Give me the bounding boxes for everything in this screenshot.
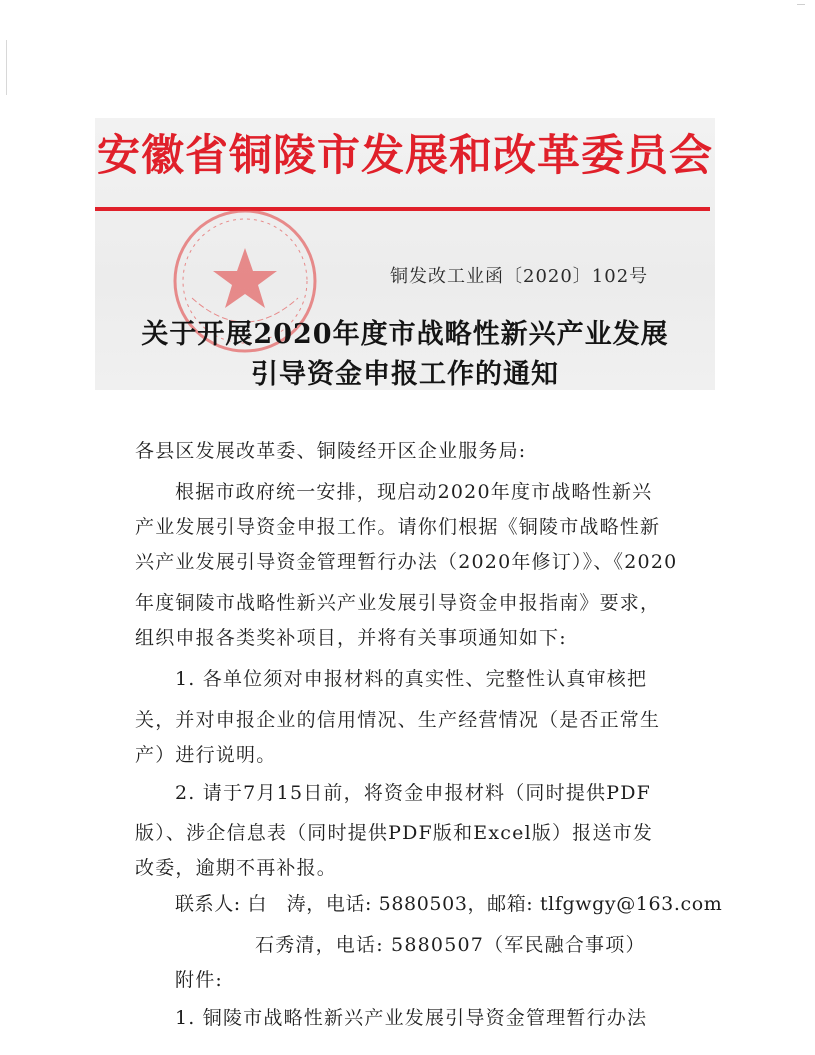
document-number: 铜发改工业函〔2020〕102号 (390, 266, 649, 287)
document-title-line1: 关于开展2020年度市战略性新兴产业发展 (141, 319, 669, 350)
paragraph-line: 组织申报各类奖补项目，并将有关事项通知如下: (135, 627, 567, 649)
attachment-item: 1. 铜陵市战略性新兴产业发展引导资金管理暂行办法 (175, 1007, 648, 1029)
paragraph-line: 年度铜陵市战略性新兴产业发展引导资金申报指南》要求， (135, 592, 661, 614)
paragraph-line: 产业发展引导资金申报工作。请你们根据《铜陵市战略性新 (135, 516, 661, 538)
list-item-line: 改委，逾期不再补报。 (135, 857, 338, 879)
salutation: 各县区发展改革委、铜陵经开区企业服务局: (135, 440, 527, 462)
list-item-line: 关，并对申报企业的信用情况、生产经营情况（是否正常生 (135, 709, 661, 731)
contact-line: 石秀清，电话: 5880507（军民融合事项） (255, 934, 646, 956)
list-item-line: 1. 各单位须对申报材料的真实性、完整性认真审核把 (175, 668, 648, 690)
list-item-line: 2. 请于7月15日前，将资金申报材料（同时提供PDF (175, 782, 652, 804)
paragraph-line: 兴产业发展引导资金管理暂行办法（2020年修订）》、《2020 (135, 551, 678, 573)
list-item-line: 版）、涉企信息表（同时提供PDF版和Excel版）报送市发 (135, 822, 654, 844)
scan-corner-mark (797, 4, 805, 5)
letterhead-org-name: 安徽省铜陵市发展和改革委员会 (97, 131, 713, 181)
attachments-label: 附件: (175, 969, 224, 991)
scan-edge-mark (6, 40, 7, 95)
document-title-line2: 引导资金申报工作的通知 (251, 359, 559, 390)
contact-line: 联系人: 白 涛，电话: 5880503，邮箱: tlfgwgy@163.com (175, 893, 723, 915)
paragraph-line: 根据市政府统一安排，现启动2020年度市战略性新兴 (175, 481, 653, 503)
list-item-line: 产）进行说明。 (135, 744, 277, 766)
